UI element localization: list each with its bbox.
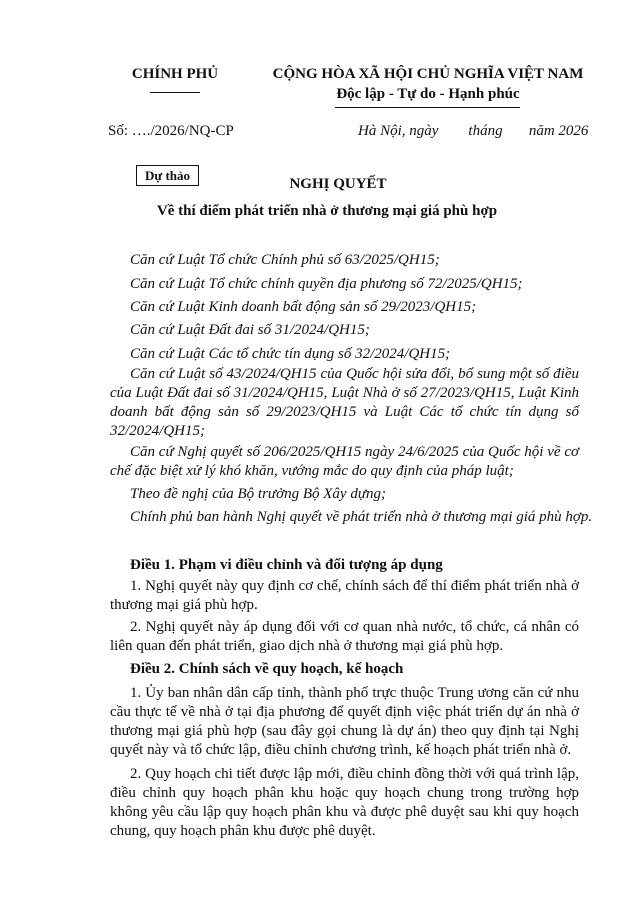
preamble-line: Căn cứ Luật Các tổ chức tín dụng số 32/2024/QH15; [130,346,451,362]
draft-badge [136,165,199,186]
preamble-paragraph: Căn cứ Nghị quyết số 206/2025/QH15 ngày 24/6/2025 của Quốc hội về cơ chế đặc biệt xử lý khó khăn, vướng mắc do quy định của pháp luật; [110,444,579,479]
document-number: Số: …./2026/NQ-CP [108,123,234,139]
motto-underline [335,107,520,108]
national-motto: Độc lập - Tự do - Hạnh phúc [336,86,520,102]
preamble-line: Theo đề nghị của Bộ trưởng Bộ Xây dựng; [130,486,386,502]
country-name: CỘNG HÒA XÃ HỘI CHỦ NGHĨA VIỆT NAM [272,66,584,82]
preamble-line: Căn cứ Luật Tổ chức Chính phủ số 63/2025/QH15; [130,252,440,268]
preamble-line: Căn cứ Luật Đất đai số 31/2024/QH15; [130,322,370,338]
preamble-paragraph: Căn cứ Luật số 43/2024/QH15 của Quốc hội sửa đổi, bổ sung một số điều của Luật Đất đai số 31/2024/QH15, Luật Nhà ở số 27/2023/QH15, Luật Kinh doanh bất động sản số 29/2023/QH15 và Luật Các tổ chức tín dụng số 32/2024/QH15; [110,366,579,439]
article-2-heading: Điều 2. Chính sách về quy hoạch, kế hoạch [130,661,404,677]
preamble-line: Chính phủ ban hành Nghị quyết về phát triển nhà ở thương mại giá phù hợp. [130,509,593,525]
article-1-clause: 1. Nghị quyết này quy định cơ chế, chính sách để thí điểm phát triển nhà ở thương mại giá phù hợp. [110,578,579,613]
agency-underline [150,92,200,93]
preamble-line: Căn cứ Luật Tổ chức chính quyền địa phương số 72/2025/QH15; [130,276,523,292]
draft-badge-label: Dự thảo [145,168,190,183]
article-2-clause: 1. Ủy ban nhân dân cấp tỉnh, thành phố trực thuộc Trung ương căn cứ nhu cầu thực tế về nhà ở tại địa phương để quyết định việc phát triển dự án nhà ở thương mại giá phù hợp (sau đây gọi chung là dự án) theo quy định tại Nghị quyết này và tổ chức lập, điều chỉnh chương trình, kế hoạch phát triển nhà ở. [110,685,579,758]
article-1-clause: 2. Nghị quyết này áp dụng đối với cơ quan nhà nước, tổ chức, cá nhân có liên quan đến phát triển, giao dịch nhà ở thương mại giá phù hợp. [110,619,579,654]
document-title: NGHỊ QUYẾT [289,176,387,192]
preamble-line: Căn cứ Luật Kinh doanh bất động sản số 29/2023/QH15; [130,299,477,315]
agency-name: CHÍNH PHỦ [131,66,219,82]
article-2-clause: 2. Quy hoạch chi tiết được lập mới, điều chỉnh đồng thời với quá trình lập, điều chỉnh quy hoạch phân khu hoặc quy hoạch chung trong trường hợp không yêu cầu lập quy hoạch phân khu và được phê duyệt sau khi quy hoạch chung, quy hoạch phân khu được phê duyệt. [110,766,579,839]
place-date: Hà Nội, ngày tháng năm 2026 [358,123,589,139]
article-1-heading: Điều 1. Phạm vi điều chỉnh và đối tượng áp dụng [130,557,443,573]
document-subtitle: Về thí điểm phát triển nhà ở thương mại giá phù hợp [156,203,498,219]
